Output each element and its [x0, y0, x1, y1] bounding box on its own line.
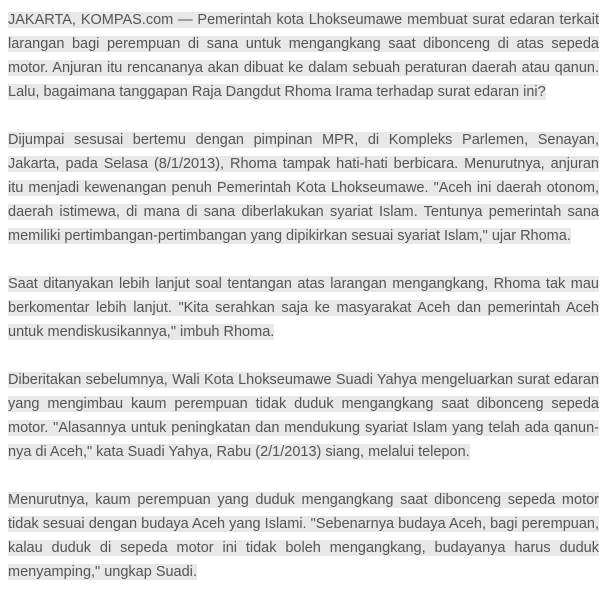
- paragraph-text: Menurutnya, kaum perempuan yang duduk mengangkang saat dibonceng sepeda motor tidak sesuai dengan budaya Aceh yang Islami. "Sebenarnya budaya Aceh, bagi perempuan, kalau duduk di sepeda motor ini tidak boleh mengangkang, budayanya harus duduk menyamping," ungkap Suadi.: [8, 492, 599, 580]
- paragraph-text: Saat ditanyakan lebih lanjut soal tentangan atas larangan mengangkang, Rhoma tak mau berkomentar lebih lanjut. "Kita serahkan saja ke masyarakat Aceh dan pemerintah Aceh untuk mendiskusikannya," imbuh Rhoma.: [8, 276, 599, 340]
- article-paragraph-2: [8, 128, 599, 248]
- article-paragraph-5: [8, 488, 599, 584]
- article-body: [8, 8, 599, 608]
- paragraph-text: JAKARTA, KOMPAS.com — Pemerintah kota Lhokseumawe membuat surat edaran terkait larangan bagi perempuan di sana untuk mengangkang saat dibonceng di atas sepeda motor. Anjuran itu rencananya akan dibuat ke dalam sebuah peraturan daerah atau qanun. Lalu, bagaimana tanggapan Raja Dangdut Rhoma Irama terhadap surat edaran ini?: [8, 12, 599, 100]
- article-paragraph-3: [8, 272, 599, 344]
- paragraph-text: Diberitakan sebelumnya, Wali Kota Lhokseumawe Suadi Yahya mengeluarkan surat edaran yang mengimbau kaum perempuan tidak duduk mengangkang saat dibonceng sepeda motor. "Alasannya untuk peningkatan dan mendukung syariat Islam yang telah ada qanun-nya di Aceh," kata Suadi Yahya, Rabu (2/1/2013) siang, melalui telepon.: [8, 372, 599, 460]
- article-paragraph-1: [8, 8, 599, 104]
- paragraph-text: Dijumpai sesusai bertemu dengan pimpinan MPR, di Kompleks Parlemen, Senayan, Jakarta, pada Selasa (8/1/2013), Rhoma tampak hati-hati berbicara. Menurutnya, anjuran itu menjadi kewenangan penuh Pemerintah Kota Lhokseumawe. "Aceh ini daerah otonom, daerah istimewa, di mana di sana diberlakukan syariat Islam. Tentunya pemerintah sana memiliki pertimbangan-pertimbangan yang dipikirkan sesuai syariat Islam," ujar Rhoma.: [8, 132, 599, 244]
- article-paragraph-4: [8, 368, 599, 464]
